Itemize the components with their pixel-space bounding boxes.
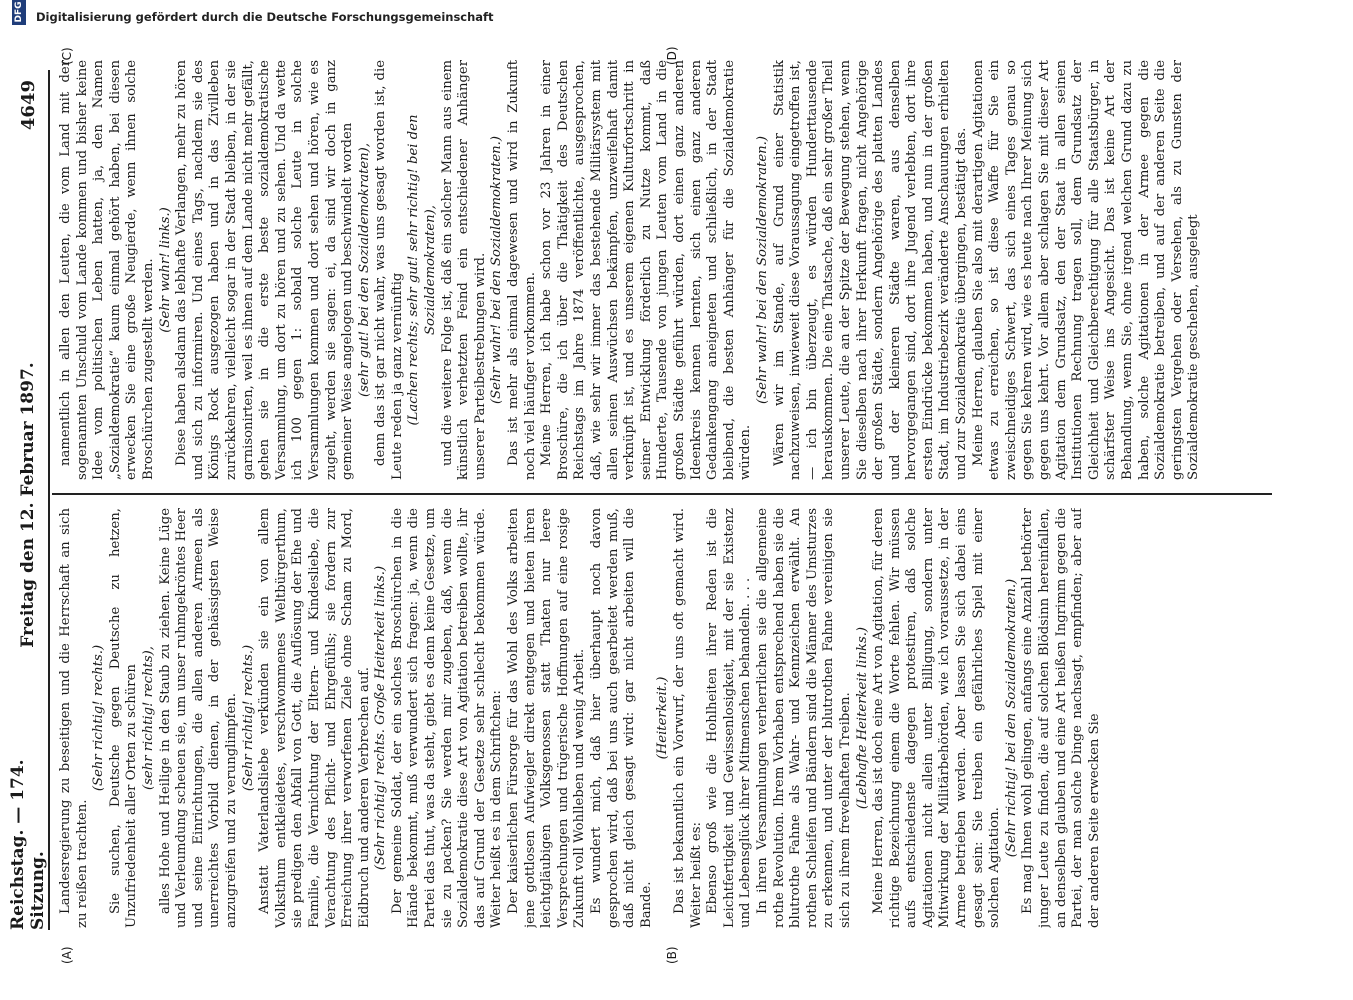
interjection: (Sehr wahr! bei den Sozialdemokraten.) [754,136,770,404]
paragraph: Es wundert mich, daß hier überhaupt noch davon gesprochen wird, daß bei uns auch gearbeitet werden muß, daß nicht gleich gesagt wird: gar nicht arbeiten will die Bande. [589,508,654,928]
paragraph: namentlich in allen den Leuten, die vom Land mit der sogenannten Unschuld vom Lande kommen und bisher keine Idee vom politischen Leben hatten, ja, den Namen „Sozialdemokratie“ kaum einmal gehört haben, bei diesen erwecken Sie eine große Neugierde, wenn ihnen solche Broschürchen zugestellt werden. [58,60,156,480]
margin-marker-b: (B) [665,946,679,964]
interjection: (Sehr wahr! links.) [157,207,173,333]
interjection: (Lachen rechts; sehr gut! sehr richtig! bei den Sozialdemokraten), [406,114,439,426]
paragraph: Wären wir im Stande, auf Grund einer Statistik nachzuweisen, inwieweit diese Voraussagung eingetroffen ist, — ich bin überzeugt, es würden Hunderttausende herauskommen. Die eine Thatsache, daß ein sehr großer Theil unserer Leute, die an der Spitze der Bewegung stehen, wenn Sie dieselben nach ihrer Herkunft fragen, nicht Angehörige der großen Städte, sondern Angehörige des platten Landes und der kleineren Städte waren, aus denselben hervorgegangen sind, dort ihre Jugend verlebten, dort ihre ersten Eindrücke bekommen haben, und nun in der großen Stadt, im Industriebezirk veränderte Anschauungen erhielten und zur Sozialdemokratie übergingen, bestätigt das. [771,60,970,480]
paragraph: Ebenso groß wie die Hohlheiten ihrer Reden ist die Leichtfertigkeit und Gewissenlosigkeit, mit der sie Existenz und Lebensglück ihrer Mitmenschen behandeln. . . . [705,508,754,928]
running-header [8,80,48,930]
header-session: Reichstag. — 174. Sitzung. [8,759,48,930]
paragraph: Diese haben alsdann das lebhafte Verlangen, mehr zu hören und sich zu informiren. Und eines Tags, nachdem sie des Königs Rock ausgezogen haben und in das Zivilleben zurückkehren, vielleicht sogar in der Stadt bleiben, in der sie garnisonirten, weil es ihnen auf dem Lande nicht mehr gefällt, gehen sie in die erste beste sozialdemokratische Versammlung, um dort zu hören und zu sehen. Und da wette ich 100 gegen 1: sobald solche Leute in solche Versammlungen kommen und dort sehen und hören, wie es zugeht, werden sie sagen: ei, da sind wir doch in ganz gemeiner Weise angelogen und beschwindelt worden [174,60,356,480]
paragraph: Das ist bekanntlich ein Vorwurf, der uns oft gemacht wird. Weiter heißt es: [671,508,704,928]
interjection: (Lebhafte Heiterkeit links.) [854,626,870,810]
column-rule [52,493,1272,495]
right-column [58,60,1263,480]
paragraph: Landesregierung zu beseitigen und die Herrschaft an sich zu reißen trachten. [58,508,90,928]
margin-marker-a: (A) [60,946,74,964]
paragraph: denn das ist gar nicht wahr, was uns gesagt worden ist, die Leute reden ja ganz vernünftig [373,60,405,480]
interjection: (Sehr richtig! bei den Sozialdemokraten.) [1003,578,1019,858]
paragraph: Der kaiserlichen Fürsorge für das Wohl des Volks arbeiten jene gottlosen Aufwiegler direkt entgegen und bieten ihren leichtgläubigen Volksgenossen statt Thaten nur leere Versprechungen und trügerische Hoffnungen auf eine rosige Zukunft voll Wohlleben und wenig Arbeit. [506,508,588,928]
margin-marker-c: (C) [60,47,74,65]
dfg-logo: DFG [12,0,26,25]
paragraph: Das ist mehr als einmal dagewesen und wird in Zukunft noch viel häufiger vorkommen. [506,60,538,480]
interjection: (Sehr wahr! bei den Sozialdemokraten.) [489,136,505,404]
paragraph: Meine Herren, ich habe schon vor 23 Jahren in einer Broschüre, die ich über die Thätigkeit des Deutschen Reichstags im Jahre 1874 veröffentlichte, ausgesprochen, daß, wie sehr wir immer das bestehende Militärsystem mit allen seinen Auswüchsen bekämpfen, unzweifelhaft damit verknüpft ist, und es unserem eigenen Kulturfortschritt in seiner Entwicklung förderlich zu Nutze kommt, daß Hunderte, Tausende von jungen Leuten vom Land in die großen Städte geführt würden, dort einen ganz anderen Ideenkreis kennen lernten, sich einen ganz anderen Gedankengang aneigneten und schließlich, in der Stadt bleibend, die besten Anhänger für die Sozialdemokratie würden. [539,60,754,480]
paragraph: Meine Herren, das ist doch eine Art von Agitation, für deren richtige Bezeichnung einem die Worte fehlen. Wir müssen aufs entschiedenste dagegen protestiren, daß solche Agitationen nicht allein unter Billigung, sondern unter Mitwirkung der Militärbehörden, wie ich voraussetze, in der Armee betrieben werden. Aber lassen Sie sich dabei eins gesagt sein: Sie treiben ein gefährliches Spiel mit einer solchen Agitation. [871,508,1003,928]
left-column [58,508,1263,928]
page-number: 4649 [17,80,39,131]
paragraph: Meine Herren, glauben Sie also mit derartigen Agitationen etwas zu erreichen, so ist diese Waffe für Sie ein zweischneidiges Schwert, das sich eines Tages genau so gegen Sie kehren wird, wie es heute nach Ihrer Meinung sich gegen uns kehrt. Vor allem aber schlagen Sie mit dieser Art Agitation dem Grundsatz, den der Staat in allen seinen Institutionen Rechnung tragen soll, dem Grundsatz der Gleichheit und Gleichberechtigung für alle Staatsbürger, in schärfster Weise ins Angesicht. Das ist keine Art der Behandlung, wenn Sie, ohne irgend welchen Grund dazu zu haben, solche Agitationen in der Armee gegen die Sozialdemokratie betreiben, und auf der anderen Seite die geringsten Vergehen oder Versehen, als zu Gunsten der Sozialdemokratie geschehen, ausgelegt [970,60,1202,480]
paragraph: alles Hohe und Heilige in den Staub zu ziehen. Keine Lüge und Verleumdung scheuen sie, um unser ruhmgekröntes Heer und seine Einrichtungen, die allen anderen Armeen als unerreichtes Vorbild dienen, in der gehässigsten Weise anzugreifen und zu verunglimpfen. [157,508,239,928]
interjection: (Heiterkeit.) [655,676,671,760]
interjection: (Sehr richtig! rechts.) [240,644,256,792]
digitization-credit: Digitalisierung gefördert durch die Deutsche Forschungsgemeinschaft [36,10,494,24]
interjection: (sehr richtig! rechts), [140,646,156,790]
paragraph: und die weitere Folge ist, daß ein solcher Mann aus einem künstlich verhetzten Feind ein entschiedener Anhänger unserer Parteibestrebungen wird. [439,60,488,480]
paragraph: Der gemeine Soldat, der ein solches Broschürchen in die Hände bekommt, muß verwundert sich fragen: ja, wenn die Partei das thut, was da steht, giebt es denn keine Gesetze, um sie zu packen? Sie werden mir zugeben, daß, wenn die Sozialdemokratie diese Art von Agitation betreiben wollte, ihr das auf Grund der Gesetze sehr schlecht bekommen würde. Weiter heißt es in dem Schriftchen: [389,508,505,928]
paragraph: Anstatt Vaterlandsliebe verkünden sie ein von allem Volksthum entkleidetes, verschwommenes Weltbürgerthum, sie predigen den Abfall von Gott, die Auflösung der Ehe und Familie, die Vernichtung der Eltern- und Kindesliebe, die Verachtung des Pflicht- und Ehrgefühls; sie fordern zur Erreichung ihrer verworfenen Ziele ohne Scham zu Mord, Eidbruch und anderen Verbrechen auf. [257,508,372,928]
interjection: (sehr gut! bei den Sozialdemokraten), [356,142,372,398]
margin-marker-d: (D) [665,46,679,65]
paragraph: Sie suchen, Deutsche gegen Deutsche zu hetzen, Unzufriedenheit aller Orten zu schüren [107,508,140,928]
header-date: Freitag den 12. Februar 1897. [18,362,38,648]
paragraph: Es mag Ihnen wohl gelingen, anfangs eine Anzahl bethörter junger Leute zu finden, die auf solchen Blödsinn hereinfallen, an denselben glauben und eine Art heißen Ingrimm gegen die Partei, der man solche Dinge nachsagt, empfinden; aber auf der anderen Seite erwecken Sie [1020,508,1102,928]
paragraph: In ihren Versammlungen verherrlichen sie die allgemeine rothe Revolution. Ihrem Vorhaben entsprechend haben sie die blutrothe Fahne als Wahr- und Kennzeichen erwählt. An rothen Schleifen und Bändern sind die Männer des Umsturzes zu erkennen, und unter der blutrothen Fahne vereinigen sie sich zu ihrem frevelhaften Treiben. [754,508,853,928]
interjection: (Sehr richtig! rechts.) [91,644,107,792]
interjection: (Sehr richtig! rechts. Große Heiterkeit links.) [373,565,389,871]
header-rule [48,70,50,930]
